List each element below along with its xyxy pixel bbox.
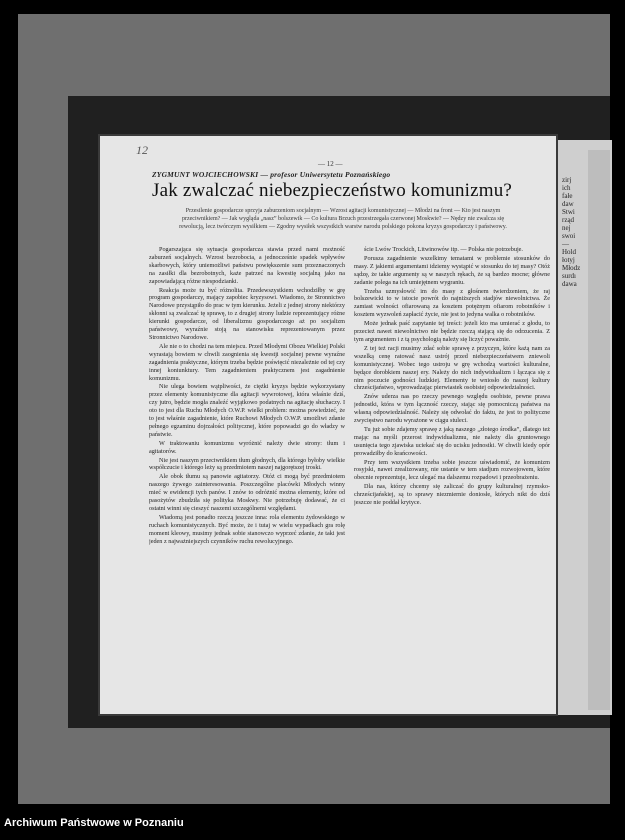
paragraph: Nie jest naszym przeciwnikiem tłum głodnych, dla którego byłoby wielkie współczucie i którego leży są przedmiotem naszej najgorętszej troski. [149,456,345,472]
paragraph: Dla nas, którzy chcemy się zaliczać do grupy kulturalnej rzymsko-chrześcijańskiej, są to sprawy niezmiernie doniosłe, których nikt do dziś jeszcze nie poddał krytyce. [354,483,550,507]
paragraph: Pogarszająca się sytuacja gospodarcza stawia przed nami możność zaburzeń socjalnych. Wzrost bezrobocia, a jednocześnie spadek wpływów skarbowych, który uniemożliwi państwu powiększenie sum przeznaczonych na zasiłki dla bezrobotnych, każe patrzeć na kwestię socjalną jako na zapowiadającą różne niespodzianki. [149,246,345,285]
paragraph: Znów uderza nas po rzeczy pewnego względu osobiste, pewne prawa jednostki, która w tym łączność rzeczy, stając się pomocniczą państwa na własną odpowiedzialność. Należy się odwołać do faktu, że jest to polityczne zwycięstwo narodu wyrażone w ciągu stuleci. [354,393,550,425]
author-byline: ZYGMUNT WOJCIECHOWSKI — profesor Uniwersytetu Poznańskiego [152,170,391,179]
paragraph: Przy tem wszystkiem trzeba sobie jeszcze uświadomić, że komunizm rosyjski, nawet zrealizowany, nie ustanie w tem stadjum rozwojowem, które obecnie reprezentuje, lecz ulegać ma dalszemu rozpadowi i przeobrażeniu. [354,458,550,482]
paragraph: Porusza zagadnienie wszelkimy tematami w problemie stosunków do masy. Z jakiemi argumentami idziemy wystąpić w stosunku do tej masy? Otóż sądzę, że takie argumenty są w naszych rękach, że są bardzo mocne; główne zadanie polega na ich umiejętnem wygraniu. [354,254,550,286]
left-column [149,246,345,547]
paragraph: Trzeba uzmysłowić im do masy z głośnem twierdzeniem, że raj bolszewicki to w istocie powrót do najniższych stadjów niewolnictwa. Że zamiast wolności ofiarowaną za kosztem potężnym ofiarom robotników i kosztem wyzwoleń zapłacić życie, nie jest to jedyna walka o robotników. [354,287,550,319]
paragraph: Ale nie o to chodzi na tem miejscu. Przed Młodymi Obozu Wielkiej Polski wyrastają bowiem w chwili zaognienia się kwestji socjalnej pewne wyraźne zagadnienia praktyczne, którym trzeba będzie poświęcić niezależnie od tej czy innej koniunktury. Tem zagadnieniem praktycznem jest zagadnienie komunizmu. [149,342,345,382]
page-number: — 12 — [318,160,343,168]
paragraph: Nie ulega bowiem wątpliwości, że ciężki kryzys będzie wykorzystany przez elementy komunistyczne dla agitacji wywrotowej, która właśnie dziś, czy jutro, będzie mogła znaleźć wyjątkowo podatnych na agitację słuchaczy. I oto to jest dla Ruchu Młodych O.W.P. wielki problem: można powiedzieć, że to jest właśnie zagadnienie, które Ruchowi Młodych O.W.P. umożliwi zdanie pełnego egzaminu dojrzałości politycznej, które popowadzi go do władzy w państwie. [149,383,345,438]
paragraph: Tu już sobie zdajemy sprawę z jaką naszego „złotego środka”, dlatego też mając na myśli przerost indywidualizmu, nie należy dla gruntownego usunięcia tego zjawiska uciekać się do ucisku jednostki. W chwili kiedy opór prowadziłby do krańcowości. [354,425,550,457]
paragraph: Może jednak paść zapytanie tej treści: jeżeli kto ma umierać z głodu, to przecież nawet niewolnictwo nie będzie rzeczą stającą się do odrzucenia. Z tym argumentem i z tą psychologią należy się liczyć poważnie. [354,320,550,343]
article-title: Jak zwalczać niebezpieczeństwo komunizmu? [152,180,513,201]
adjacent-page-text: zirj ich fałe daw Stwi rząd nej swoi — Hold łotyj Młodz surdı dawa [562,176,581,288]
paragraph: Z tej też racji musimy zdać sobie sprawę z przyczyn, które każą nam za wszelką cenę ratować nasz ustrój przed niebezpieczeństwem zniewoli komunistycznej. Wobec tego ustroju w grę wchodzą wartości kulturalne, będące dorobkiem naszej ery. Należy do nich indywidualizm i łącząca się z nim poczucie godności ludzkiej. Elementy te wniosło do naszej kultury chrześcijaństwo, wprowadzając pierwiastek osobistej odpowiedzialności. [354,344,550,392]
page-edge [588,150,610,710]
article-abstract: Przesilenie gospodarcze sprzyja zaburzeniom socjalnym — Wzrost agitacji komunistycznej — Młodzi na front — Kto jest naszym przeciwnikiem? — Jak wygląda „nasz” bolszewik — Co kultura Brzuch przestrzegała czerwonej Moskwie? — Nędzy nie zwalcza się rewolucją, lecz twórczym wysiłkiem — Zgodny wysiłek wszystkich warstw narodu polskiego pokona kryzys gospodarczy i państwowy. [179,208,507,230]
paragraph: Wiadomą jest ponadto rzeczą jeszcze inna: rola elementu żydowskiego w ruchach komunistycznych. Być może, że i tutaj w wielu wypadkach gra rolę moment kleowy, musimy jednak sobie stanowczo wyprzeć zdanie, że taki jest jeden z najważniejszych czynników ruchu rewolucyjnego. [149,513,345,545]
paragraph: Ale obok tłumu są panowie agitatorzy. Otóż ci mogą być przedmiotem naszego żywego zainteresowania. Poszczególne placówki Młodych winny mieć w ewidencji tych panów. I znów to odróżnić można elementy, które od pasożytów zbudziła się polityka Moskwy. Nie potrzebuję dodawać, że ci ostatni winni się cieszyć naszemi szczególnemi względami. [149,473,345,512]
archive-credit: Archiwum Państwowe w Poznaniu [4,817,184,829]
paragraph: W traktowaniu komunizmu wyróżnić należy dwie strony: tłum i agitatorów. [149,439,345,455]
paragraph: ście Lwów Trockich, Litwinowów itp. — Polska nie potrzebuje. [364,246,523,253]
paragraph: Reakcja może tu być różnolita. Przedewszystkiem wchodziłby w grę program gospodarczy, mający zapobiec kryzysowi. Wiadomo, że Stronnictwo Narodowe przystąpiło do prac w tym kierunku. Jeżeli z jednej strony niektórzy skłonni są zwalczać tę sprawę, to z drugiej strony ludzie reprezentujący różne kierunki gospodarcze, od liberalizmu gospodarczego aż po socjalizm państwowy, wyraźnie stoją na stanowisku reprezentowanym przez Stronnictwo Narodowe. [149,286,345,341]
pencil-mark: 12 [136,143,148,157]
right-column [354,246,550,508]
